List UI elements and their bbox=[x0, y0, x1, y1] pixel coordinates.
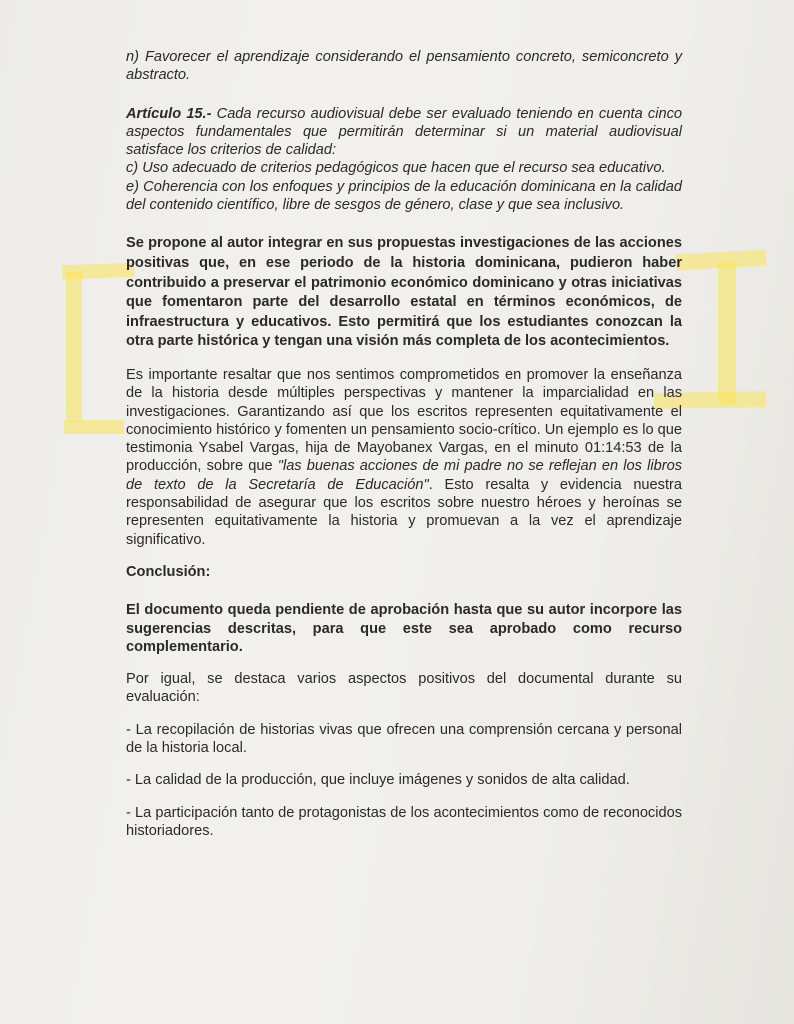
important-text-2: . Esto resalta y evidencia nuestra responsabilidad de asegurar que los escritos sobre nuestro héroes y heroínas se representen equitativamente la historia y promuevan a la vez el aprendizaje significativo. bbox=[126, 476, 682, 548]
highlight-bracket-left-bottom bbox=[64, 420, 124, 434]
important-paragraph bbox=[126, 366, 682, 549]
item-e: e) Coherencia con los enfoques y principios de la educación dominicana en la calidad del contenido científico, libre de sesgos de género, clase y que sea inclusivo. bbox=[126, 178, 682, 214]
highlight-bracket-right-vertical bbox=[718, 262, 736, 404]
conclusion-text: El documento queda pendiente de aprobación hasta que su autor incorpore las sugerencias descritas, para que este sea aprobado como recurso complementario. bbox=[126, 602, 682, 655]
conclusion-heading: Conclusión: bbox=[126, 563, 211, 580]
article-15 bbox=[126, 105, 682, 160]
important-quote: "las buenas acciones de mi padre no se reflejan en los libros de texto de la Secretaría de Educación" bbox=[126, 458, 682, 493]
positives-intro: Por igual, se destaca varios aspectos positivos del documental durante su evaluación: bbox=[126, 671, 682, 706]
item-c: c) Uso adecuado de criterios pedagógicos que hacen que el recurso sea educativo. bbox=[126, 160, 666, 177]
document-body bbox=[126, 48, 682, 840]
article-15-label: Artículo 15.- bbox=[126, 105, 212, 122]
article-15-text: Cada recurso audiovisual debe ser evaluado teniendo en cuenta cinco aspectos fundamentales que permitirán determinar si un material audiovisual satisface los criterios de calidad: bbox=[126, 105, 682, 159]
positive-item-3: - La participación tanto de protagonistas de los acontecimientos como de reconocidos historiadores. bbox=[126, 804, 682, 839]
proposal-paragraph: Se propone al autor integrar en sus propuestas investigaciones de las acciones positivas que, en ese periodo de la historia dominicana, pudieron haber contribuido a preservar el patrimonio económico dominicano y otras iniciativas que fomentaron parte del desarrollo estatal en términos económicos, de infraestructura y educativos. Esto permitirá que los estudiantes conozcan la otra parte histórica y tengan una visión más completa de los acontecimientos. bbox=[126, 235, 682, 350]
highlight-bracket-left-vertical bbox=[66, 272, 82, 422]
important-text-1: Es importante resaltar que nos sentimos comprometidos en promover la enseñanza de la historia desde múltiples perspectivas y mantener la imparcialidad en las investigaciones. Garantizando así que los escritos representen equitativamente el conocimiento histórico y fomenten un pensamiento socio-crítico. Un ejemplo es lo que testimonia Ysabel Vargas, hija de Mayobanex Vargas, en el minuto 01:14:53 de la producción, sobre que bbox=[126, 366, 682, 475]
item-n: n) Favorecer el aprendizaje considerando el pensamiento concreto, semiconcreto y abstracto. bbox=[126, 49, 682, 84]
positive-item-2: - La calidad de la producción, que incluye imágenes y sonidos de alta calidad. bbox=[126, 772, 630, 789]
positive-item-1: - La recopilación de historias vivas que ofrecen una comprensión cercana y personal de la historia local. bbox=[126, 721, 682, 756]
